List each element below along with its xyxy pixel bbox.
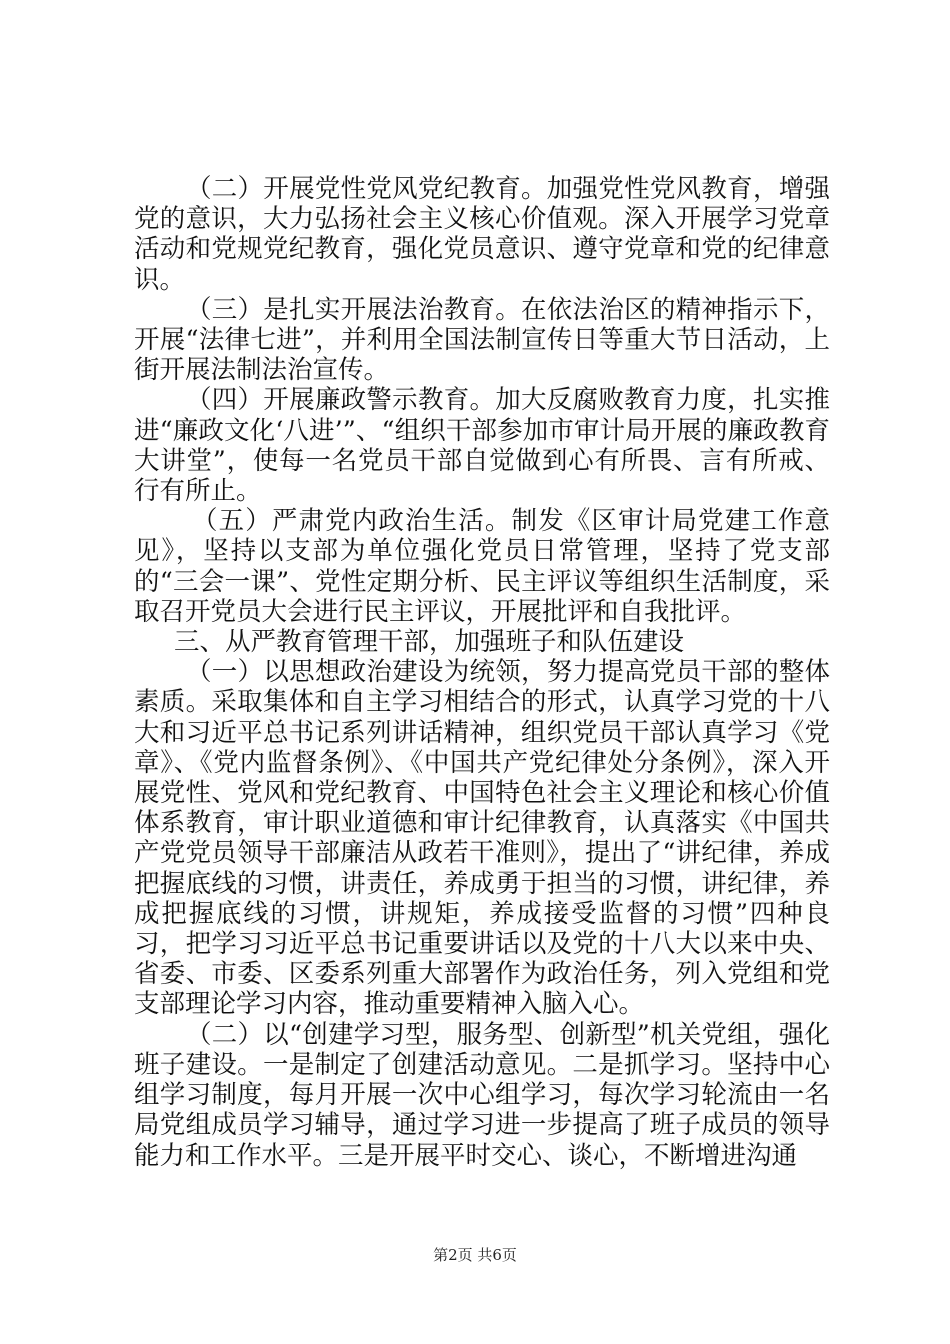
paragraph-rule-of-law-education: （三）是扎实开展法治教育。在依法治区的精神指示下，开展“法律七进”，并利用全国法制宣传日等重大节日活动，上街开展法制法治宣传。 <box>134 294 830 386</box>
paragraph-ideological-political-building: （一）以思想政治建设为统领，努力提高党员干部的整体素质。采取集体和自主学习相结合的形式，认真学习党的十八大和习近平总书记系列讲话精神，组织党员干部认真学习《党章》、《党内监督条例》、《中国共产党纪律处分条例》，深入开展党性、党风和党纪教育、中国特色社会主义理论和核心价值体系教育，审计职业道德和审计纪律教育，认真落实《中国共产党党员领导干部廉洁从政若干准则》，提出了“讲纪律，养成把握底线的习惯，讲责任，养成勇于担当的习惯，讲纪律，养成把握底线的习惯，讲规矩，养成接受监督的习惯”四种良习，把学习习近平总书记重要讲话以及党的十八大以来中央、省委、市委、区委系列重大部署作为政治任务，列入党组和党支部理论学习内容，推动重要精神入脑入心。 <box>134 657 830 1020</box>
document-body <box>134 174 830 1171</box>
section-heading-cadre-management: 三、从严教育管理干部，加强班子和队伍建设 <box>174 627 685 658</box>
paragraph-party-political-life: （五）严肃党内政治生活。制发《区审计局党建工作意见》，坚持以支部为单位强化党员日常管理，坚持了党支部的“三会一课”、党性定期分析、民主评议等组织生活制度，采取召开党员大会进行民主评议，开展批评和自我批评。 <box>134 506 830 627</box>
page-footer: 第2页 共6页 <box>433 1246 517 1264</box>
paragraph-party-discipline-education: （二）开展党性党风党纪教育。加强党性党风教育，增强党的意识，大力弘扬社会主义核心价值观。深入开展学习党章活动和党规党纪教育，强化党员意识、遵守党章和党的纪律意识。 <box>134 174 830 295</box>
paragraph-integrity-warning-education: （四）开展廉政警示教育。加大反腐败教育力度，扎实推进“廉政文化‘八进’”、“组织干部参加市审计局开展的廉政教育大讲堂”，使每一名党员干部自觉做到心有所畏、言有所戒、行有所止。 <box>134 385 830 507</box>
paragraph-team-building: （二）以“创建学习型，服务型、创新型”机关党组，强化班子建设。一是制定了创建活动意见。二是抓学习。坚持中心组学习制度，每月开展一次中心组学习，每次学习轮流由一名局党组成员学习辅导，通过学习进一步提高了班子成员的领导能力和工作水平。三是开展平时交心、谈心，不断增进沟通 <box>134 1019 830 1171</box>
